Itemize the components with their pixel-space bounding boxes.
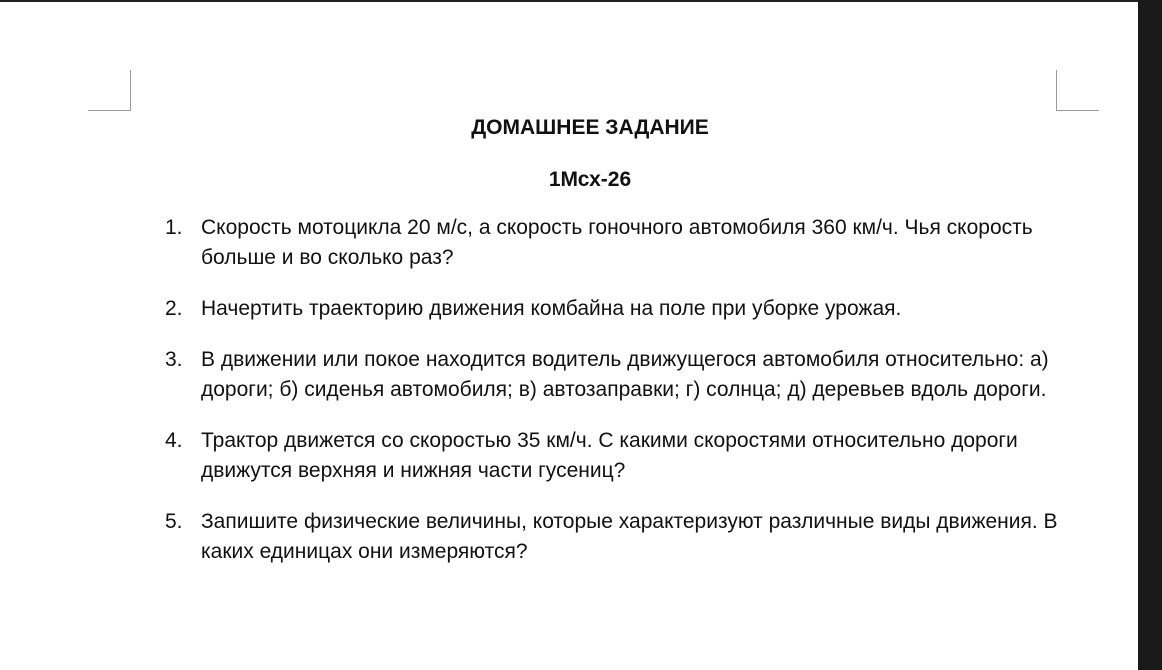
task-number: 1. [165, 216, 183, 239]
task-item [165, 294, 1065, 324]
task-text: Трактор движется со скоростью 35 км/ч. С какими скоростями относительно дороги движутся верхняя и нижняя части гусениц? [201, 429, 1018, 482]
task-item [165, 345, 1065, 405]
top-right-margin-mark [1056, 70, 1099, 111]
document-title: ДОМАШНЕЕ ЗАДАНИЕ [471, 116, 709, 139]
group-code: 1Мсх-26 [548, 168, 632, 191]
task-text: Начертить траекторию движения комбайна на поле при уборке урожая. [201, 297, 902, 320]
task-item [165, 213, 1065, 273]
task-text: Запишите физические величины, которые характеризуют различные виды движения. В каких единицах они измеряются? [201, 510, 1058, 563]
top-left-margin-mark [88, 70, 131, 111]
task-number: 5. [165, 510, 183, 533]
task-number: 4. [165, 429, 183, 452]
task-number: 2. [165, 297, 183, 320]
task-number: 3. [165, 348, 183, 371]
task-item [165, 426, 1065, 486]
task-text: В движении или покое находится водитель движущегося автомобиля относительно: а) дороги; б) сиденья автомобиля; в) автозаправки; г) солнца; д) деревьев вдоль дороги. [201, 348, 1049, 401]
task-list [165, 213, 1065, 588]
task-item [165, 507, 1065, 567]
task-text: Скорость мотоцикла 20 м/с, а скорость гоночного автомобиля 360 км/ч. Чья скорость больше и во сколько раз? [201, 216, 1033, 269]
